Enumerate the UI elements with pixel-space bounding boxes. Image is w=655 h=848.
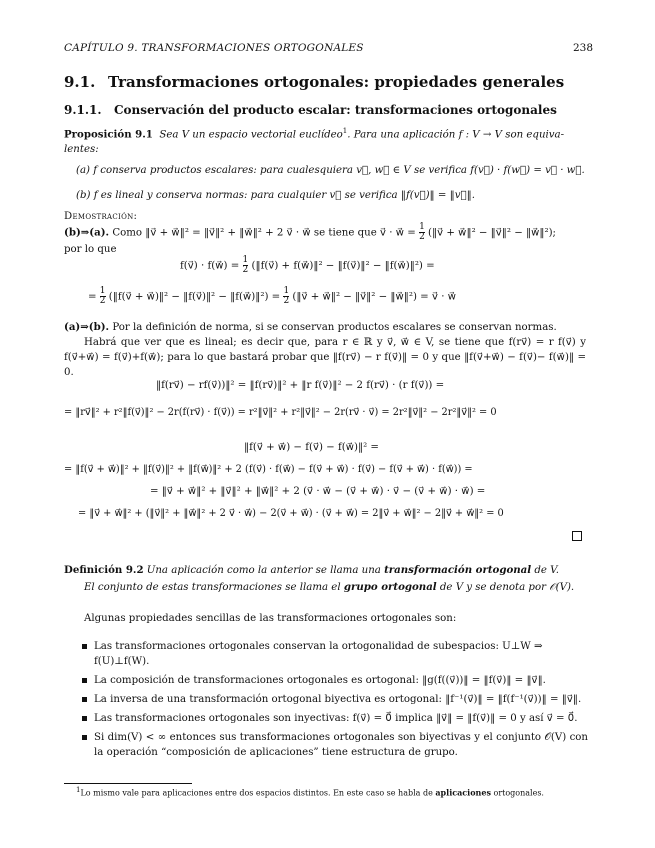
list-item — [82, 730, 588, 760]
properties-list — [82, 639, 588, 764]
fraction-numerator: 1 — [419, 222, 425, 232]
list-item-text: Las transformaciones ortogonales conservan la ortogonalidad de subespacios: U⊥W ⇒ f(U)⊥f(W). — [94, 641, 543, 667]
proposition-text-a: Sea V un espacio vectorial euclídeo — [159, 129, 343, 141]
bullet-icon — [82, 735, 87, 740]
equation-3: ‖f(rv⃗) − rf(v⃗))‖² = ‖f(rv⃗)‖² + ‖r f(v⃗)‖² − 2 f(rv⃗) · (r f(v⃗)) = — [156, 380, 445, 391]
footnote-mark: 1 — [76, 786, 81, 794]
footnote-term: aplicaciones — [435, 787, 491, 798]
proposition-text-b: . Para una aplicación f : V → V son equiva- — [347, 129, 565, 141]
proof-b-to-a-label: (b)⇒(a). — [64, 226, 110, 239]
section-title: Transformaciones ortogonales: propiedades generales — [108, 73, 565, 91]
fraction-denominator: 2 — [419, 232, 425, 242]
qed-box-icon — [572, 531, 582, 541]
proof-b-to-a — [64, 223, 586, 257]
equation-2-a: = — [88, 291, 100, 303]
footnote-rule — [64, 783, 192, 784]
proof-a-to-b — [64, 320, 586, 335]
proof-b-to-a-text3: por lo que — [64, 244, 117, 255]
footnote-text2: ortogonales. — [490, 788, 544, 798]
proposition-text-c: lentes: — [64, 144, 99, 156]
proof-b-to-a-text2: (‖v⃗ + w⃗‖² − ‖v⃗‖² − ‖w⃗‖²); — [424, 227, 556, 239]
list-item — [82, 711, 588, 726]
definition-term2: grupo ortogonal — [343, 581, 437, 593]
proof-linearity-paragraph: Habrá que ver que es lineal; es decir que, para r ∈ ℝ y v⃗, w⃗ ∈ V, se tiene que f(rv⃗) = r f(v⃗) y f(v⃗+w⃗) = f(v⃗)+f(w⃗); para lo que bastará probar que ‖f(rv⃗) − r f(v⃗)‖ = 0 y que ‖f(v⃗+w⃗) − f(v⃗)− f(w⃗)‖ = 0. — [64, 337, 586, 378]
proof-a-to-b-label: (a)⇒(b). — [64, 321, 110, 333]
list-item-text: La inversa de una transformación ortogonal biyectiva es ortogonal: ‖f⁻¹(v⃗)‖ = ‖f(f⁻¹(v⃗))‖ = ‖v⃗‖. — [94, 694, 582, 705]
equation-2-b: (‖f(v⃗ + w⃗)‖² − ‖f(v⃗)‖² − ‖f(w⃗)‖²) = — [105, 291, 284, 303]
fraction-numerator: 1 — [242, 255, 249, 265]
list-item-text: La composición de transformaciones ortogonales es ortogonal: ‖g(f((v⃗))‖ = ‖f(v⃗)‖ = ‖v⃗‖. — [94, 675, 546, 686]
bullet-icon — [82, 716, 87, 721]
section-heading — [64, 73, 564, 91]
fraction-numerator: 1 — [99, 286, 106, 296]
equation-4: = ‖rv⃗‖² + r²‖f(v⃗)‖² − 2r(f(rv⃗) · f(v⃗)) = r²‖v⃗‖² + r²‖v⃗‖² − 2r(rv⃗ · v⃗) = 2r²‖v⃗‖² − 2r²‖v⃗‖² = 0 — [64, 407, 497, 418]
footnote-text1: Lo mismo vale para aplicaciones entre dos espacios distintos. En este caso se habla de — [80, 788, 436, 798]
definition-text3: El conjunto de estas transformaciones se llama el — [84, 582, 344, 593]
equation-8: = ‖v⃗ + w⃗‖² + (‖v⃗‖² + ‖w⃗‖² + 2 v⃗ · w⃗) − 2(v⃗ + w⃗) · (v⃗ + w⃗) = 2‖v⃗ + w⃗‖² − 2‖v⃗ + w⃗‖² = 0 — [78, 508, 504, 519]
equation-7: = ‖v⃗ + w⃗‖² + ‖v⃗‖² + ‖w⃗‖² + 2 (v⃗ · w⃗ − (v⃗ + w⃗) · v⃗ − (v⃗ + w⃗) · w⃗) = — [150, 486, 486, 497]
list-item-text: Si dim(V) < ∞ entonces sus transformaciones ortogonales son biyectivas y el conjunto 𝒪(V) con la operación “composición de aplicaciones” tiene estructura de grupo. — [94, 732, 588, 758]
page-number: 238 — [572, 42, 593, 54]
list-item — [82, 673, 588, 688]
definition-text1: Una aplicación como la anterior se llama una — [143, 565, 385, 576]
proof-b-to-a-text1: Como ‖v⃗ + w⃗‖² = ‖v⃗‖² + ‖w⃗‖² + 2 v⃗ · w⃗ se tiene que v⃗ · w⃗ = — [109, 227, 420, 239]
proposition-label: Proposición 9.1 — [64, 128, 153, 141]
subsection-number: 9.1.1. — [64, 103, 102, 117]
section-number: 9.1. — [64, 73, 96, 91]
definition — [64, 563, 586, 578]
equation-5: ‖f(v⃗ + w⃗) − f(v⃗) − f(w⃗)‖² = — [244, 442, 379, 453]
fraction-denominator: 2 — [99, 296, 106, 306]
bullet-icon — [82, 678, 87, 683]
definition-text4: de V y se denota por 𝒪(V). — [436, 582, 575, 593]
proposition-item-a: (a) f conserva productos escalares: para cualesquiera v⃗, w⃗ ∈ V se verifica f(v⃗) · f(w⃗) = v⃗ · w⃗. — [76, 165, 585, 176]
equation-1-rhs: (‖f(v⃗) + f(w⃗)‖² − ‖f(v⃗)‖² − ‖f(w⃗)‖²) = — [248, 260, 435, 272]
equation-2-c: (‖v⃗ + w⃗‖² − ‖v⃗‖² − ‖w⃗‖²) = v⃗ · w⃗ — [289, 291, 457, 303]
proof-label: Demostración: — [64, 211, 138, 222]
properties-intro: Algunas propiedades sencillas de las transformaciones ortogonales son: — [84, 613, 457, 624]
subsection-title: Conservación del producto escalar: transformaciones ortogonales — [114, 103, 557, 117]
footnote-marker[interactable]: 1 — [342, 127, 348, 135]
list-item — [82, 692, 588, 707]
definition-label: Definición 9.2 — [64, 564, 144, 576]
proof-a-to-b-text: Por la definición de norma, si se conservan productos escalares se conservan normas. — [109, 322, 557, 333]
running-header: CAPÍTULO 9. TRANSFORMACIONES ORTOGONALES — [64, 42, 364, 54]
list-item-text: Las transformaciones ortogonales son inyectivas: f(v⃗) = 0⃗ implica ‖v⃗‖ = ‖f(v⃗)‖ = 0 y así v⃗ = 0⃗. — [94, 713, 578, 724]
footnote — [76, 786, 544, 798]
definition-text2: de V. — [531, 565, 559, 576]
equation-6: = ‖f(v⃗ + w⃗)‖² + ‖f(v⃗)‖² + ‖f(w⃗)‖² + 2 (f(v⃗) · f(w⃗) − f(v⃗ + w⃗) · f(v⃗) − f(v⃗ + w⃗) · f(w⃗)) = — [64, 464, 473, 475]
definition-line2 — [84, 580, 606, 595]
proposition-item-b: (b) f es lineal y conserva normas: para cualquier v⃗ se verifica ‖f(v⃗)‖ = ‖v⃗‖. — [76, 190, 475, 201]
fraction-numerator: 1 — [283, 286, 290, 296]
equation-1-lhs: f(v⃗) · f(w⃗) = — [180, 260, 243, 272]
bullet-icon — [82, 697, 87, 702]
bullet-icon — [82, 644, 87, 649]
equation-1 — [180, 256, 435, 275]
subsection-heading — [64, 103, 557, 117]
list-item — [82, 639, 588, 669]
proposition — [64, 124, 586, 157]
fraction-denominator: 2 — [242, 265, 249, 275]
fraction-denominator: 2 — [283, 296, 290, 306]
equation-2 — [88, 287, 456, 306]
definition-term1: transformación ortogonal — [384, 564, 532, 576]
